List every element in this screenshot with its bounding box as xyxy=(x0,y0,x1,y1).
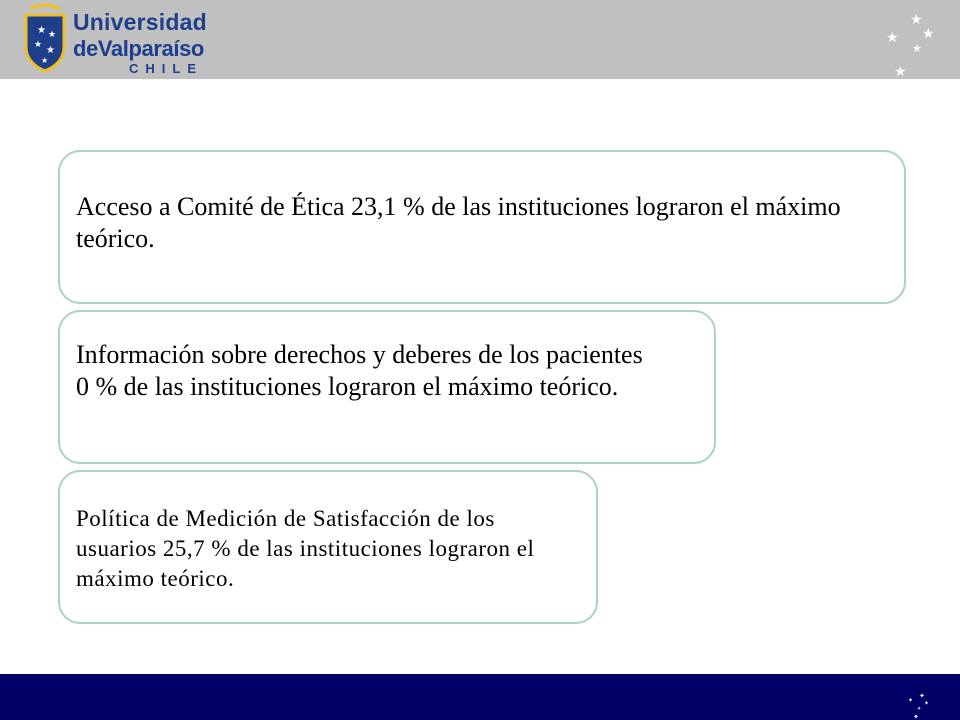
svg-text:★: ★ xyxy=(46,45,55,56)
svg-text:✦: ✦ xyxy=(924,701,930,707)
content-box-2 xyxy=(58,310,716,464)
svg-text:★: ★ xyxy=(912,43,922,55)
university-logo[interactable] xyxy=(22,3,207,77)
svg-text:★: ★ xyxy=(41,56,49,65)
svg-text:★: ★ xyxy=(886,31,899,46)
content-box-1 xyxy=(58,150,906,304)
svg-text:✦: ✦ xyxy=(919,692,925,700)
logo-text-universidad: Universidad xyxy=(73,9,207,35)
box-2-text: Información sobre derechos y deberes de los pacientes 0 % de las instituciones lograron el máximo teórico. xyxy=(76,340,643,401)
content-box-3 xyxy=(58,470,598,624)
box-3-text: Política de Medición de Satisfacción de los usuarios 25,7 % de las instituciones lograron el máximo teórico. xyxy=(76,506,535,591)
svg-text:★: ★ xyxy=(48,29,57,39)
southern-cross-stars-icon xyxy=(905,688,935,720)
logo-text-chile: CHILE xyxy=(129,61,203,76)
university-shield-icon xyxy=(22,3,68,73)
svg-text:✦: ✦ xyxy=(913,713,919,720)
svg-text:★: ★ xyxy=(922,27,935,42)
header-bar xyxy=(0,0,960,79)
southern-cross-stars-icon xyxy=(880,8,950,78)
svg-text:✦: ✦ xyxy=(908,698,914,704)
box-1-text: Acceso a Comité de Ética 23,1 % de las instituciones lograron el máximo teórico. xyxy=(76,192,841,253)
svg-text:★: ★ xyxy=(910,13,923,28)
svg-text:★: ★ xyxy=(34,39,43,49)
svg-text:★: ★ xyxy=(37,25,46,36)
svg-text:★: ★ xyxy=(894,65,907,78)
footer-bar xyxy=(0,674,960,720)
logo-text-valparaiso: deValparaíso xyxy=(73,36,204,61)
svg-text:✦: ✦ xyxy=(917,707,922,712)
